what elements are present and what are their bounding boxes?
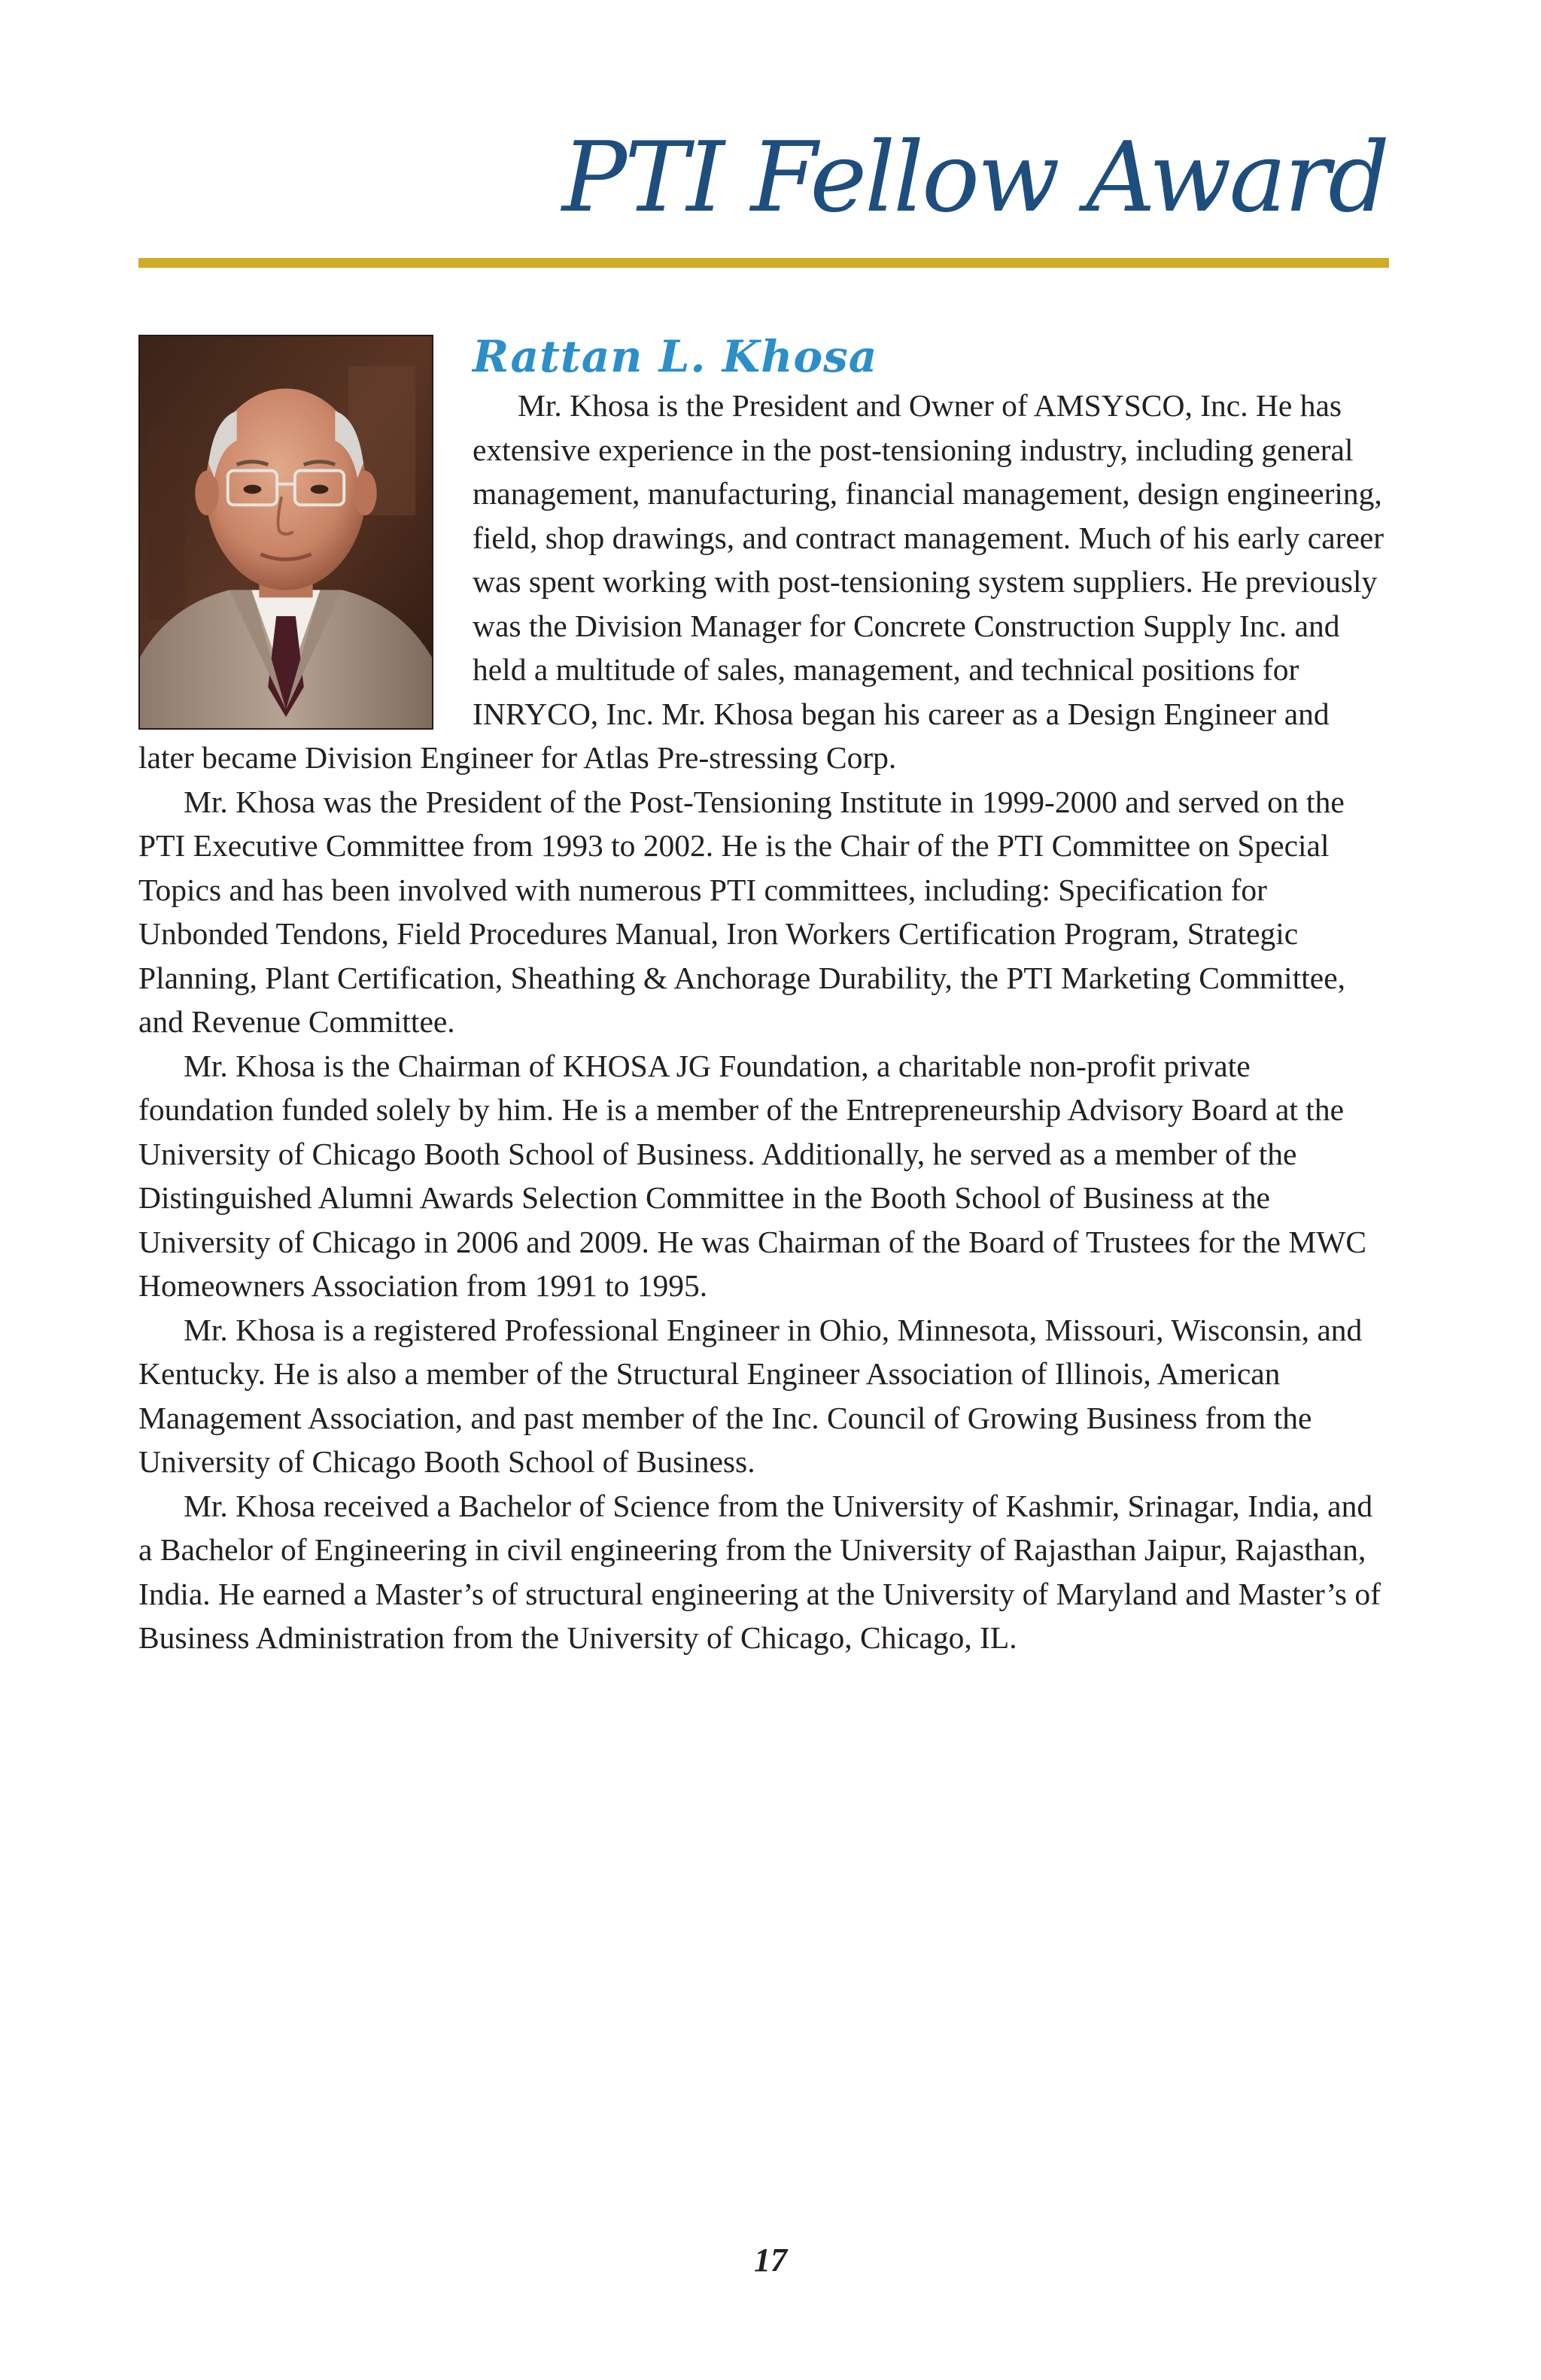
title-divider bbox=[138, 258, 1389, 268]
bio-paragraph-education: Mr. Khosa received a Bachelor of Science from the University of Kashmir, Srinagar, India, and a Bachelor of Engineering in civil engineering from the University of Rajasthan Jaipur, Rajasthan, India. He earned a Master’s of structural engineering at the University of Maryland and Master’s of Business Administration from the University of Chicago, Chicago, IL. bbox=[138, 1488, 1381, 1655]
page-title: PTI Fellow Award bbox=[561, 122, 1388, 234]
person-name: Rattan L. Khosa bbox=[473, 331, 878, 382]
article-body bbox=[138, 331, 1389, 1660]
bio-paragraph-career: Mr. Khosa is the President and Owner of AMSYSCO, Inc. He has extensive experience in the post-tensioning industry, including general management, manufacturing, financial management, design engineering, field, shop drawings, and contract management. Much of his early career was spent working with post-tensioning system suppliers. He previously was the Division Manager for Concrete Construction Supply Inc. and held a multitude of sales, management, and technical positions for INRYCO, Inc. Mr. Khosa began his career as a Design Engineer and later became Division Engineer for Atlas Pre-stressing Corp. bbox=[138, 388, 1384, 775]
portrait-photo bbox=[138, 335, 433, 730]
portrait-photo-icon bbox=[140, 336, 432, 728]
bio-paragraph-registration: Mr. Khosa is a registered Professional Engineer in Ohio, Minnesota, Missouri, Wisconsin, and Kentucky. He is also a member of the Structural Engineer Association of Illinois, American Management Association, and past member of the Inc. Council of Growing Business from the University of Chicago Booth School of Business. bbox=[138, 1312, 1363, 1479]
bio-paragraph-pti: Mr. Khosa was the President of the Post-Tensioning Institute in 1999-2000 and served on the PTI Executive Committee from 1993 to 2002. He is the Chair of the PTI Committee on Special Topics and has been involved with numerous PTI committees, including: Specification for Unbonded Tendons, Field Procedures Manual, Iron Workers Certification Program, Strategic Planning, Plant Certification, Sheathing & Anchorage Durability, the PTI Marketing Committee, and Revenue Committee. bbox=[138, 784, 1345, 1039]
bio-paragraph-foundation: Mr. Khosa is the Chairman of KHOSA JG Foundation, a charitable non-profit private foundation funded solely by him. He is a member of the Entrepreneurship Advisory Board at the University of Chicago Booth School of Business. Additionally, he served as a member of the Distinguished Alumni Awards Selection Committee in the Booth School of Business at the University of Chicago in 2006 and 2009. He was Chairman of the Board of Trustees for the MWC Homeowners Association from 1991 to 1995. bbox=[138, 1048, 1367, 1303]
page-number: 17 bbox=[754, 2242, 787, 2278]
